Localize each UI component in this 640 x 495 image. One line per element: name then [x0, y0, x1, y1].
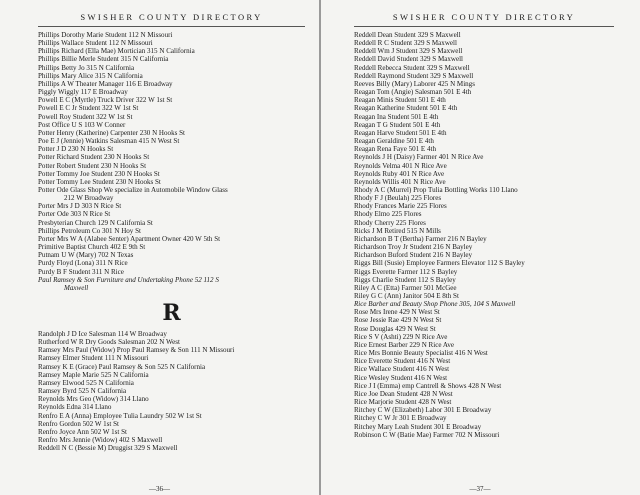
directory-entry: Porter Mrs J D 303 N Rice St	[38, 202, 122, 211]
directory-entry: Maxwell	[64, 283, 89, 292]
directory-entry: Phillips A W Theater Manager 116 E Broadway	[38, 79, 173, 88]
directory-entry: Phillips Wallace Student 112 N Missouri	[38, 39, 153, 48]
directory-entry: Rice Joe Dean Student 428 N West	[354, 389, 453, 398]
directory-entry: Renfro Joyce Ann 502 W 1st St	[38, 427, 127, 436]
directory-entry: Phillips Billie Merle Student 315 N California	[38, 55, 169, 64]
directory-entry: Reagan Ina Student 501 E 4th	[354, 112, 439, 121]
directory-entry: Reagan Minis Student 501 E 4th	[354, 96, 446, 105]
book-gutter	[319, 0, 321, 495]
directory-entry: Reddell Raymond Student 329 S Maxwell	[354, 71, 474, 80]
directory-entry: Reddell David Student 329 S Maxwell	[354, 55, 464, 64]
directory-entry: Richardson Troy Jr Student 216 N Bayley	[354, 243, 473, 252]
directory-entry: Potter Tommy Joe Student 230 N Hooks St	[38, 169, 160, 178]
directory-entry: Ramsey Byrd 525 N California	[38, 387, 127, 396]
directory-entry: Reynolds Velma 401 N Rice Ave	[354, 161, 447, 170]
directory-entry: Potter Richard Student 230 N Hooks St	[38, 153, 150, 162]
page-header: SWISHER COUNTY DIRECTORY	[80, 12, 263, 22]
directory-entry: Rose Mrs Irene 429 N West St	[354, 308, 440, 317]
directory-entry: Porter Mrs W A (Alabee Senter) Apartment Owner 420 W 5th St	[38, 234, 221, 243]
page-header: SWISHER COUNTY DIRECTORY	[392, 12, 576, 22]
directory-entry: Reddell R C Student 329 S Maxwell	[354, 39, 457, 48]
directory-entry: Ritchey C W (Elizabeth) Labor 301 E Broadway	[354, 406, 492, 415]
directory-entry: Reagan Katherine Student 501 E 4th	[354, 104, 458, 113]
directory-entry: Potter Robert Student 230 N Hooks St	[38, 161, 147, 170]
directory-entry: Potter Henry (Katherine) Carpenter 230 N Hooks St	[38, 128, 185, 137]
directory-entry: Riggs Bill (Susie) Employee Farmers Elevator 112 S Bayley	[354, 259, 525, 268]
directory-entry: Robinson C W (Batie Mae) Farmer 702 N Missouri	[354, 430, 500, 439]
directory-entry: Richardson B T (Bertha) Farmer 216 N Bayley	[354, 234, 487, 243]
directory-entry: Ramsey Maple Marie 525 N California	[38, 370, 149, 379]
directory-entry: Phillips Petroleum Co 301 N Hoy St	[38, 226, 141, 235]
directory-entry: Richardson Buford Student 216 N Bayley	[354, 251, 473, 260]
directory-entry: Purdy Floyd (Lona) 311 N Rice	[38, 259, 128, 268]
section-letter: R	[162, 300, 181, 326]
directory-entry: Reddell N C (Bessie M) Druggist 329 S Maxwell	[38, 444, 178, 453]
directory-entry: Reagan Tom (Angie) Salesman 501 E 4th	[354, 88, 472, 97]
directory-entry: Reynolds J H (Daisy) Farmer 401 N Rice Ave	[354, 153, 484, 162]
directory-entry: Reynolds Mrs Geo (Widow) 314 Llano	[38, 395, 149, 404]
directory-entry: Powell E C (Myrtle) Truck Driver 322 W 1st St	[38, 96, 173, 105]
directory-entry: Reynolds Willis 401 N Rice Ave	[354, 177, 446, 186]
directory-entry: Rice J I (Emma) emp Cantrell & Shows 428 N West	[354, 381, 502, 390]
directory-entry: Reagan Harve Student 501 E 4th	[354, 128, 447, 137]
directory-entry: Rice Wesley Student 416 N West	[354, 373, 448, 382]
entry-list-top	[38, 31, 305, 292]
directory-entry: Rice Ernest Barber 229 N Rice Ave	[354, 340, 455, 349]
directory-entry: Reddell Rebecca Student 329 S Maxwell	[354, 63, 470, 72]
directory-entry: Porter Ode 303 N Rice St	[38, 210, 111, 219]
directory-entry: Rose Douglas 429 N West St	[354, 324, 436, 333]
directory-entry: Reynolds Edna 314 Llano	[38, 403, 112, 412]
directory-entry: Rice Barber and Beauty Shop Phone 305, 104 S Maxwell	[354, 300, 516, 309]
directory-entry: Ramsey Elwood 525 N California	[38, 378, 134, 387]
directory-entry: Rhody F J (Beulah) 225 Flores	[354, 194, 442, 203]
directory-entry: Rice Everette Student 416 N West	[354, 357, 451, 366]
directory-entry: Riggs Charlie Student 112 S Bayley	[354, 275, 456, 284]
directory-entry: Ritchey Mary Leah Student 301 E Broadway	[354, 422, 482, 431]
directory-entry: Powell E C Jr Student 322 W 1st St	[38, 104, 139, 113]
entry-list	[354, 31, 614, 439]
directory-entry: 212 W Broadway	[64, 194, 114, 203]
directory-entry: Rutherford W R Dry Goods Salesman 202 N West	[38, 338, 180, 347]
directory-entry: Ramsey Mrs Paul (Widow) Prop Paul Ramsey & Son 111 N Missouri	[38, 346, 235, 355]
directory-entry: Rhody Elmo 225 Flores	[354, 210, 422, 219]
directory-entry: Powell Roy Student 322 W 1st St	[38, 112, 133, 121]
page-number: —37—	[469, 485, 491, 493]
directory-entry: Presbyterian Church 129 N California St	[38, 218, 153, 227]
header-rule	[38, 26, 305, 27]
directory-entry: Rice Marjorie Student 428 N West	[354, 398, 452, 407]
page-number: —36—	[149, 485, 170, 493]
directory-entry: Riley G C (Ann) Janitor 504 E 8th St	[354, 292, 459, 300]
directory-entry: Rice Mrs Bonnie Beauty Specialist 416 N West	[354, 349, 488, 358]
entry-list-bottom	[38, 330, 305, 452]
directory-entry: Ramsey Elmer Student 111 N Missouri	[38, 354, 149, 363]
directory-entry: Rhody A C (Murrel) Prop Tulia Bottling Works 110 Llano	[354, 185, 518, 194]
directory-entry: Potter J D 230 N Hooks St	[38, 145, 114, 154]
directory-entry: Rhody Cherry 225 Flores	[354, 218, 426, 227]
directory-entry: Riley A C (Etta) Farmer 501 McGee	[354, 283, 457, 292]
directory-entry: Reagan Rena Faye 501 E 4th	[354, 145, 436, 154]
directory-entry: Rhody Frances Marie 225 Flores	[354, 202, 447, 211]
directory-entry: Rose Jessie Rae 429 N West St	[354, 316, 442, 325]
directory-entry: Riggs Everette Farmer 112 S Bayley	[354, 267, 458, 276]
directory-entry: Purdy B F Student 311 N Rice	[38, 267, 124, 276]
directory-entry: Rice S V (Ashti) 229 N Rice Ave	[354, 332, 448, 341]
directory-entry: Potter Tommy Lee Student 230 N Hooks St	[38, 177, 161, 186]
directory-entry: Phillips Richard (Ella Mae) Mortician 315 N California	[38, 47, 195, 56]
directory-entry: Ricks J M Retired 515 N Mills	[354, 226, 441, 235]
directory-entry: Rice Wallace Student 416 N West	[354, 365, 450, 374]
directory-entry: Phillips Betty Jo 315 N California	[38, 63, 135, 72]
directory-entry: Piggly Wiggly 117 E Broadway	[38, 88, 128, 97]
directory-entry: Phillips Dorothy Marie Student 112 N Missouri	[38, 31, 173, 39]
directory-entry: Post Office U S 103 W Conner	[38, 120, 126, 129]
directory-entry: Ramsey K E (Grace) Paul Ramsey & Son 525 N California	[38, 362, 206, 371]
directory-entry: Putnam U W (Mary) 702 N Texas	[38, 251, 134, 260]
directory-entry: Randolph J D Ice Salesman 114 W Broadway	[38, 330, 167, 338]
directory-entry: Phillips Mary Alice 315 N California	[38, 71, 143, 80]
directory-entry: Paul Ramsey & Son Furniture and Undertaking Phone 52 112 S	[38, 275, 219, 284]
directory-entry: Reddell Dean Student 329 S Maxwell	[354, 31, 461, 39]
directory-entry: Potter Ode Glass Shop We specialize in Automobile Window Glass	[38, 185, 228, 194]
directory-entry: Renfro E A (Anna) Employee Tulia Laundry 502 W 1st St	[38, 411, 202, 420]
header-rule	[354, 26, 614, 27]
directory-entry: Reagan T G Student 501 E 4th	[354, 120, 441, 129]
directory-entry: Primitive Baptist Church 402 E 9th St	[38, 243, 146, 252]
directory-entry: Reagan Geraldine 501 E 4th	[354, 137, 434, 146]
directory-entry: Renfro Gordon 502 W 1st St	[38, 419, 119, 428]
directory-entry: Reynolds Ruby 401 N Rice Ave	[354, 169, 445, 178]
directory-entry: Renfro Mrs Jennie (Widow) 402 S Maxwell	[38, 436, 163, 445]
directory-entry: Reeves Billy (Mary) Laborer 425 N Mings	[354, 79, 475, 88]
directory-entry: Poe E J (Jennie) Watkins Salesman 415 N West St	[38, 137, 180, 146]
directory-entry: Ritchey C W Jr 301 E Broadway	[354, 414, 447, 423]
directory-entry: Reddell Wm J Student 329 S Maxwell	[354, 47, 463, 56]
right-page	[320, 0, 640, 495]
